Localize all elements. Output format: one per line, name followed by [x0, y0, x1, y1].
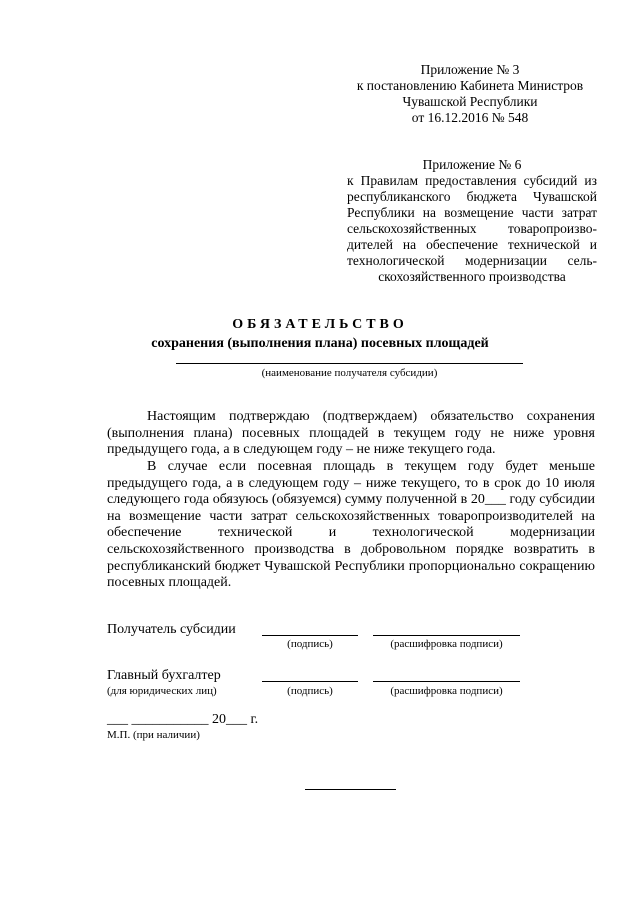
appendix-3-line: Приложение № 3 [420, 62, 520, 77]
appendix-6-line: скохозяйственного производства [378, 269, 566, 284]
accountant-note: (для юридических лиц) [107, 685, 217, 697]
accountant-decoding-line [373, 681, 520, 682]
appendix-6-line: технологической модернизации сель- [347, 253, 597, 268]
recipient-label: Получатель субсидии [107, 622, 236, 637]
recipient-signature-line [262, 635, 358, 636]
appendix-6-line: дителей на обеспечение технической и [347, 237, 597, 252]
recipient-decoding-caption: (расшифровка подписи) [390, 638, 503, 650]
recipient-signature-caption: (подпись) [287, 638, 333, 650]
appendix-6-line: Республики на возмещение части затрат [347, 205, 597, 220]
accountant-decoding-caption: (расшифровка подписи) [390, 685, 503, 697]
appendix-3-header [345, 62, 595, 126]
accountant-signature-caption: (подпись) [287, 685, 333, 697]
footer-separator [305, 789, 396, 790]
date-line: ___ ___________ 20___ г. [107, 712, 259, 727]
recipient-decoding-line [373, 635, 520, 636]
appendix-6-header [347, 157, 597, 285]
appendix-3-line: от 16.12.2016 № 548 [411, 110, 529, 125]
body-paragraph-2: В случае если посевная площадь в текущем году будет меньше предыдущего года, а в следующем году – ниже текущего, то в срок до 10 июля следующего года обязуюсь (обязуемся) сумму полученной в 20___ году субсидии на возмещение части затрат сельскохозяйственных товаропроизводителей на обеспечение технической и технологической модернизации сельскохозяйственного производства в добровольном порядке возвратить в республиканский бюджет Чувашской Республики пропорционально сокращению посевных площадей. [107, 459, 595, 591]
document-subtitle: сохранения (выполнения плана) посевных площадей [151, 336, 489, 351]
appendix-6-title: Приложение № 6 [422, 157, 522, 172]
appendix-3-line: Чувашской Республики [402, 94, 538, 109]
document-title: ОБЯЗАТЕЛЬСТВО [232, 317, 408, 332]
appendix-6-line: сельскохозяйственных товаропроизво- [347, 221, 597, 236]
accountant-signature-line [262, 681, 358, 682]
stamp-note: М.П. (при наличии) [107, 729, 200, 741]
appendix-3-line: к постановлению Кабинета Министров [356, 78, 584, 93]
appendix-6-line: к Правилам предоставления субсидий из [347, 173, 597, 188]
body-paragraph-1: Настоящим подтверждаю (подтверждаем) обязательство сохранения (выполнения плана) посевных площадей в текущем году не ниже уровня предыдущего года, а в следующем году – не ниже текущего года. [107, 409, 595, 458]
accountant-label: Главный бухгалтер [107, 668, 221, 683]
recipient-name-line [176, 363, 523, 364]
recipient-name-caption: (наименование получателя субсидии) [261, 367, 438, 379]
appendix-6-line: республиканского бюджета Чувашской [347, 189, 597, 204]
